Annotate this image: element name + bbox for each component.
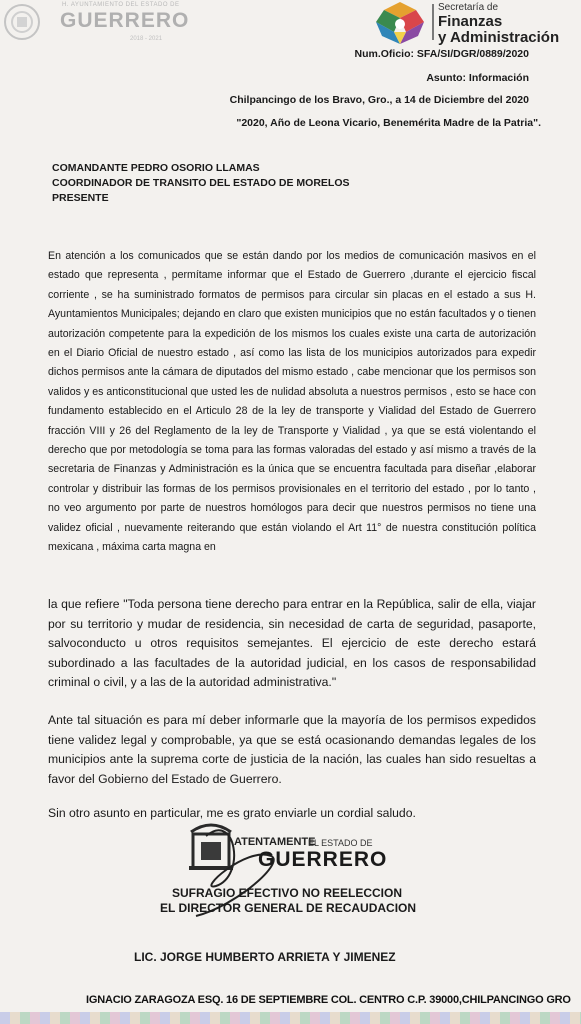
- secretaria-emblem-icon: [372, 0, 428, 46]
- cargo-line: EL DIRECTOR GENERAL DE RECAUDACION: [160, 901, 417, 915]
- footer-decorative-band: [0, 1012, 581, 1024]
- logo-line-3: y Administración: [438, 29, 560, 46]
- motto: "2020, Año de Leona Vicario, Benemérita Madre de la Patria".: [236, 117, 541, 129]
- stamp-state-name: GUERRERO: [258, 848, 388, 871]
- logo-line-1: Secretaría de: [438, 2, 499, 13]
- logo-small-line: H. AYUNTAMIENTO DEL ESTADO DE: [62, 2, 180, 8]
- logo-line-2: Finanzas: [438, 13, 503, 30]
- closing-line: Sin otro asunto en particular, me es grato enviarle un cordial saludo.: [48, 806, 416, 820]
- addressee-role: COORDINADOR DE TRANSITO DEL ESTADO DE MORELOS: [52, 177, 350, 189]
- num-oficio: Num.Oficio: SFA/SI/DGR/0889/2020: [354, 48, 529, 60]
- secretaria-logo: [372, 0, 581, 50]
- addressee-presente: PRESENTE: [52, 192, 109, 204]
- signer-name: LIC. JORGE HUMBERTO ARRIETA Y JIMENEZ: [134, 950, 396, 964]
- state-government-logo: [0, 0, 200, 48]
- footer-address: IGNACIO ZARAGOZA ESQ. 16 DE SEPTIEMBRE COL. CENTRO C.P. 39000,CHILPANCINGO GRO: [86, 994, 571, 1006]
- logo-years: 2018 - 2021: [130, 36, 163, 42]
- stamp-small-text: EL ESTADO DE: [308, 838, 373, 848]
- addressee-name: COMANDANTE PEDRO OSORIO LLAMAS: [52, 162, 260, 174]
- logo-divider: [432, 4, 434, 40]
- logo-state-name: GUERRERO: [60, 9, 190, 32]
- body-paragraph-1: En atención a los comunicados que se están dando por los medios de comunicación masivos en el estado que representa , permítame informar que el Estado de Guerrero ,durante el ejercicio fiscal corriente , se ha suministrado formatos de permisos para circular sin placas en el estado a sus H. Ayuntamientos Municipales; dejando en claro que existen municipios que no están facultados y o tienen autorización competente para la expedición de los mismos los cuales existe una carta de autorización en el Diario Oficial de nuestro estado , así como las lista de los municipios autorizados para expedir dichos permisos ante la cámara de diputados del mismo estado , cabe mencionar que los permisos son validos y es anticonstitucional que usted les de nulidad absoluta a nuestros permisos , esto se hace con fundamento establecido en el Articulo 28 de la ley de transporte y Vialidad del Estado de Guerrero fracción VIII y 26 del Reglamento de la ley de Transporte y Vialidad , ya que se está violentando el derecho que por metodología se toma para las formas valoradas del estado y así mismo a través de la secretaria de Finanzas y Administración es la única que se encuentra facultada para diseñar ,elaborar controlar y distribuir las formas de los permisos provisionales en el territorio del estado , por lo tanto , no veo argumento por parte de nuestros homólogos para decir que nuestros permisos no tiene una validez oficial , nuevamente reiterando que están violando el Art 11° de nuestra constitución política mexicana , máxima carta magna en: [48, 250, 536, 554]
- sufragio-line: SUFRAGIO EFECTIVO NO REELECCION: [172, 886, 403, 900]
- body-paragraph-2: Ante tal situación es para mí deber informarle que la mayoría de los permisos expedidos tiene validez legal y comprobable, ya que se está ocasionando demandas legales de los municipios ante la suprema corte de justicia de la nación, las cuales han sido resueltas a favor del Gobierno del Estado de Guerrero.: [48, 713, 536, 786]
- asunto: Asunto: Información: [426, 72, 529, 84]
- place-date: Chilpancingo de los Bravo, Gro., a 14 de Diciembre del 2020: [229, 94, 529, 106]
- state-seal-icon: [2, 0, 42, 46]
- body-quote: la que refiere "Toda persona tiene derecho para entrar en la República, salir de ella, viajar por su territorio y mudar de residencia, sin necesidad de carta de seguridad, pasaporte, salvoconducto u otros requisitos semejantes. El ejercicio de este derecho estará subordinado a las facultades de la autoridad judicial, en los casos de responsabilidad criminal o civil, y a las de la autoridad administrativa.": [48, 597, 536, 690]
- atentamente: ATENTAMENTE: [234, 836, 316, 848]
